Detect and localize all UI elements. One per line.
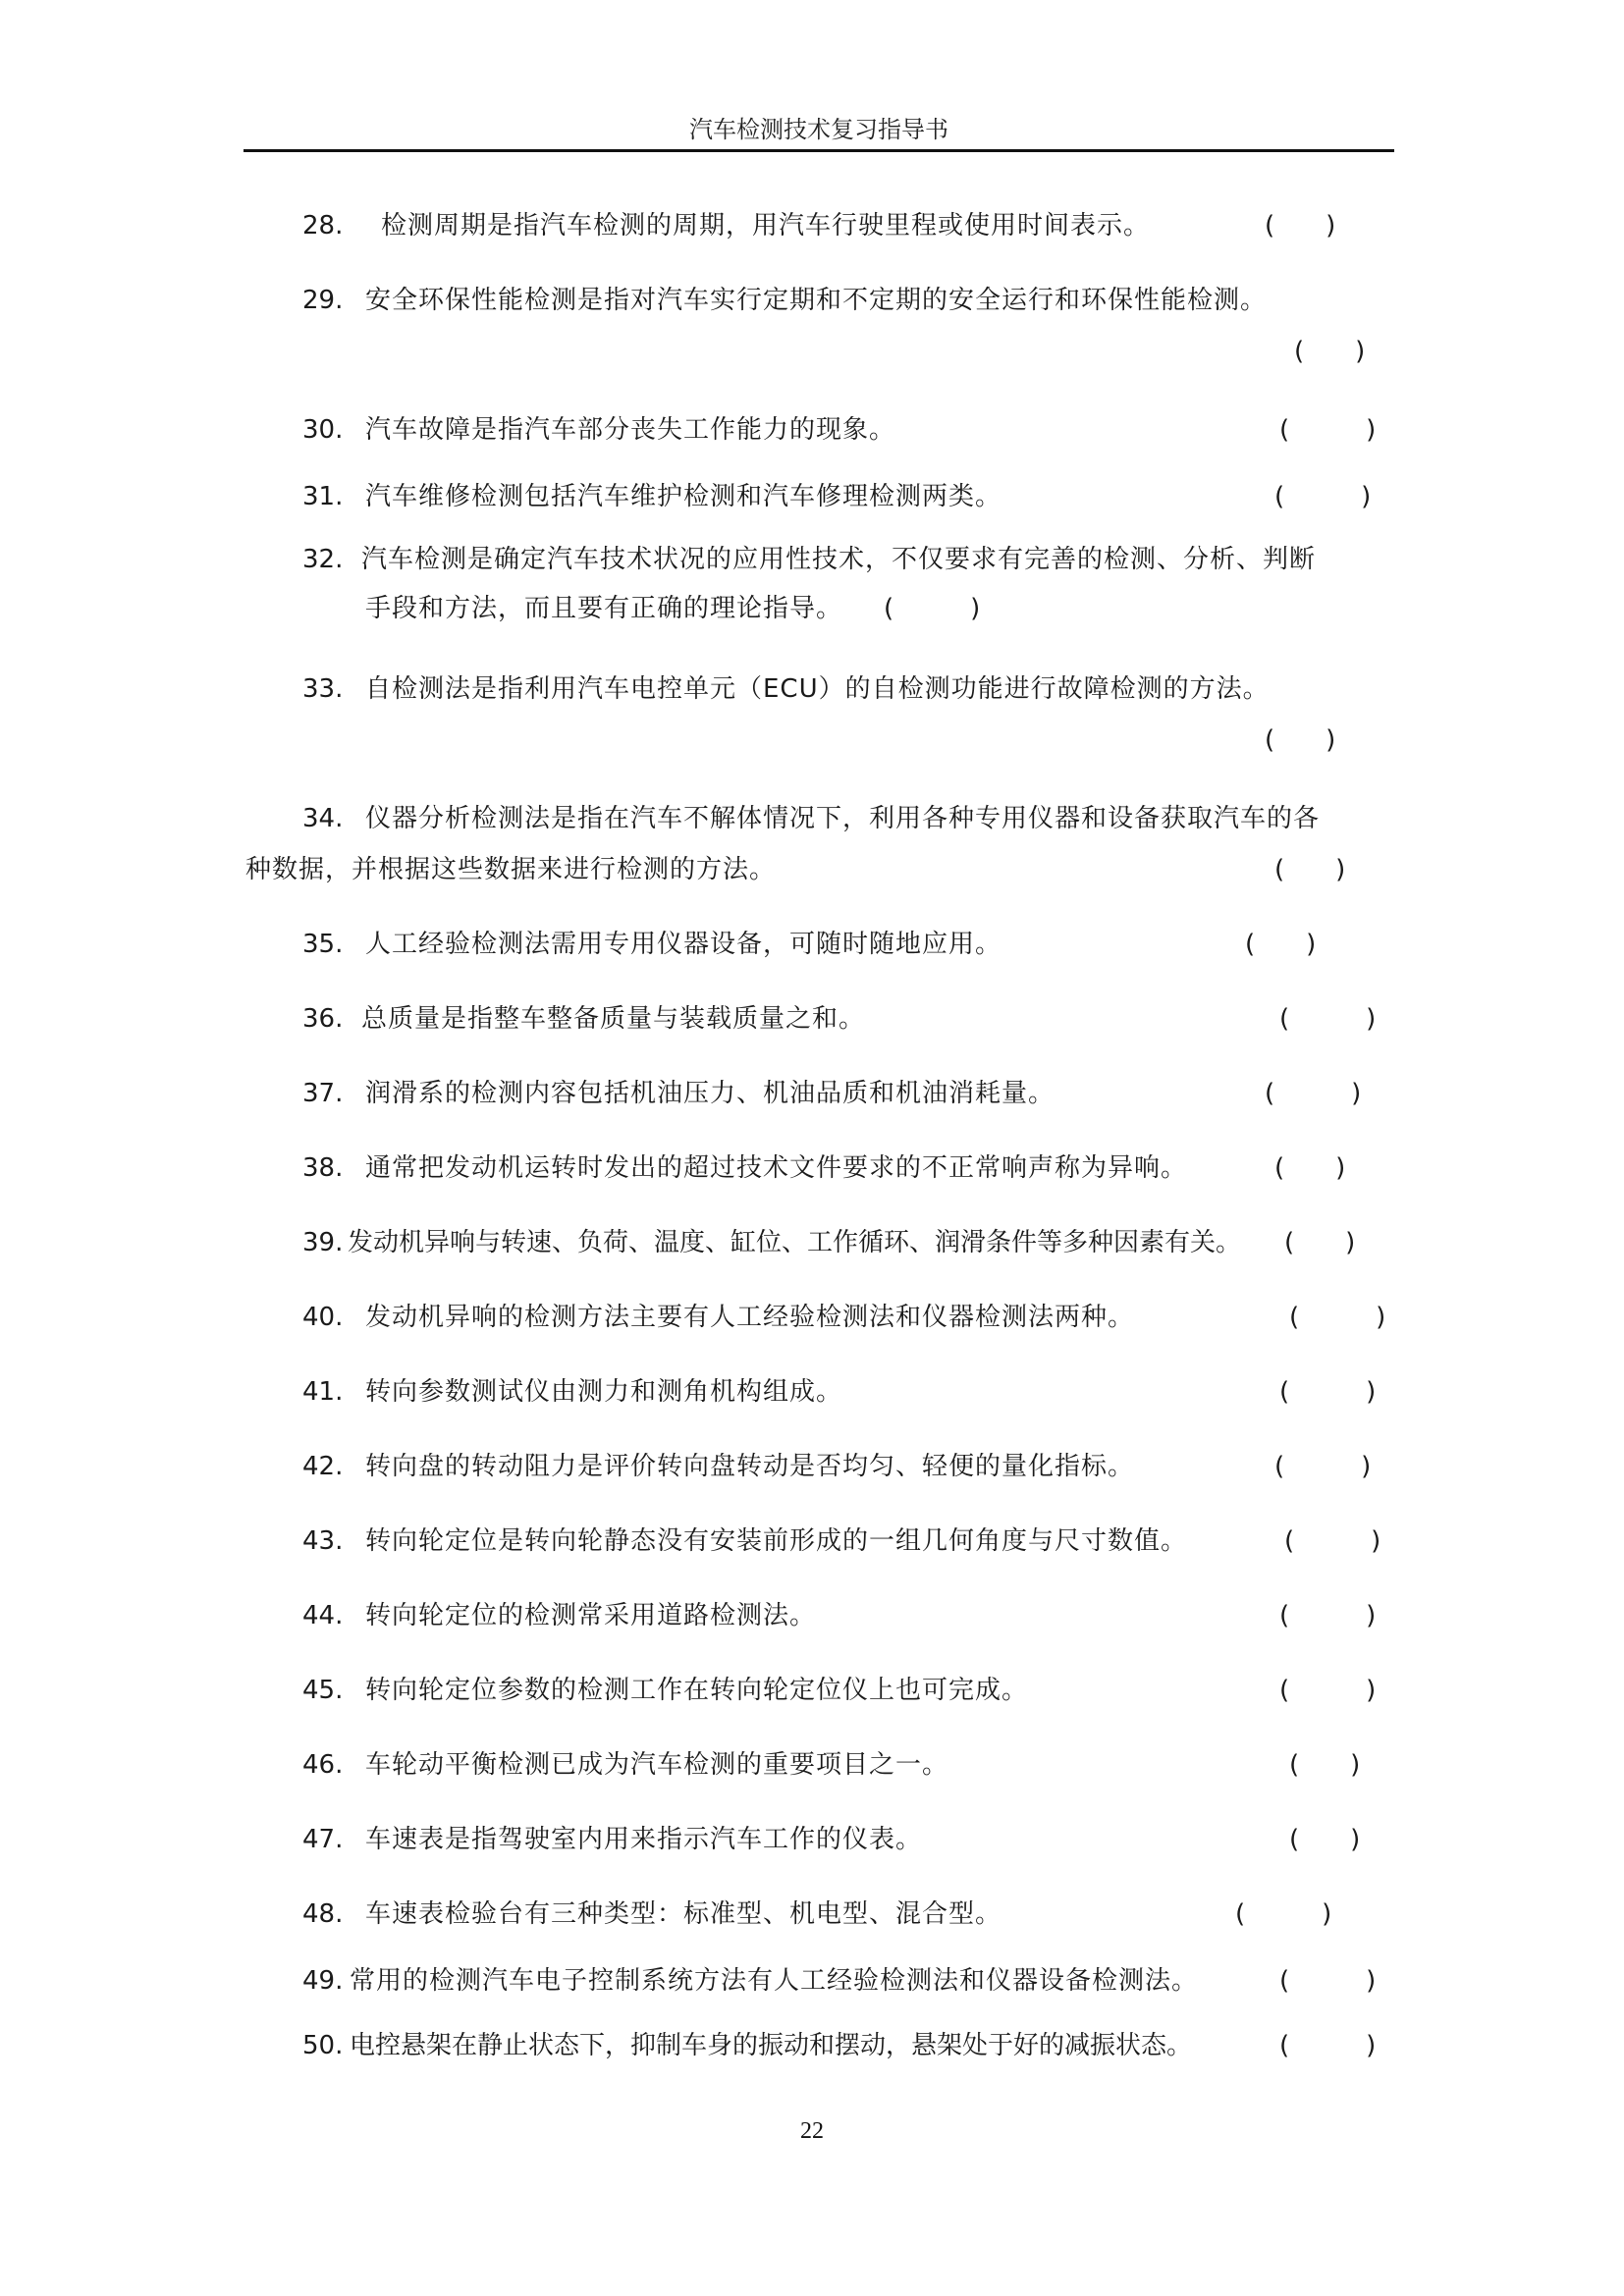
question-number: 48.	[302, 1899, 344, 1929]
answer-blank: ( )	[1274, 1153, 1346, 1183]
question-number: 32.	[302, 545, 344, 574]
question-text: 自检测法是指利用汽车电控单元（ECU）的自检测功能进行故障检测的方法。	[365, 674, 1270, 704]
question-text: 汽车检测是确定汽车技术状况的应用性技术，不仅要求有完善的检测、分析、判断	[361, 545, 1317, 574]
question-number: 40.	[302, 1303, 344, 1332]
question-text: 通常把发动机运转时发出的超过技术文件要求的不正常响声称为异响。	[365, 1153, 1188, 1183]
question-text: 安全环保性能检测是指对汽车实行定期和不定期的安全运行和环保性能检测。	[365, 286, 1268, 315]
question-text: 常用的检测汽车电子控制系统方法有人工经验检测法和仪器设备检测法。	[350, 1966, 1199, 1996]
answer-blank: ( )	[1279, 415, 1377, 445]
answer-blank: ( )	[1289, 1750, 1361, 1780]
answer-blank: ( )	[1274, 855, 1346, 884]
question-number: 44.	[302, 1601, 344, 1630]
question-number: 35.	[302, 930, 344, 959]
question-text: 电控悬架在静止状态下，抑制车身的振动和摆动，悬架处于好的减振状态。	[350, 2031, 1193, 2060]
answer-blank: ( )	[1265, 1079, 1362, 1108]
question-text-continued: 手段和方法，而且要有正确的理论指导。	[365, 594, 843, 623]
question-number: 47.	[302, 1825, 344, 1854]
answer-blank: ( )	[1279, 1377, 1377, 1407]
question-number: 46.	[302, 1750, 344, 1780]
question-text: 转向参数测试仪由测力和测角机构组成。	[365, 1377, 843, 1407]
answer-blank: ( )	[1294, 337, 1366, 366]
answer-blank: ( )	[1284, 1526, 1381, 1556]
page-number: 22	[800, 2118, 824, 2144]
question-text: 汽车维修检测包括汽车维护检测和汽车修理检测两类。	[365, 482, 1002, 511]
header-title: 汽车检测技术复习指导书	[689, 116, 948, 143]
answer-blank: ( )	[1279, 1966, 1377, 1996]
answer-blank: ( )	[1265, 725, 1336, 755]
question-text: 车速表检验台有三种类型：标准型、机电型、混合型。	[365, 1899, 1002, 1929]
question-number: 29.	[302, 286, 344, 315]
question-text: 转向轮定位是转向轮静态没有安装前形成的一组几何角度与尺寸数值。	[365, 1526, 1188, 1556]
question-text: 润滑系的检测内容包括机油压力、机油品质和机油消耗量。	[365, 1079, 1056, 1108]
question-text: 转向盘的转动阻力是评价转向盘转动是否均匀、轻便的量化指标。	[365, 1452, 1135, 1481]
question-text: 检测周期是指汽车检测的周期，用汽车行驶里程或使用时间表示。	[381, 211, 1151, 240]
question-text: 总质量是指整车整备质量与装载质量之和。	[361, 1004, 866, 1034]
question-number: 50.	[302, 2031, 344, 2060]
question-number: 36.	[302, 1004, 344, 1034]
question-number: 37.	[302, 1079, 344, 1108]
question-text: 转向轮定位参数的检测工作在转向轮定位仪上也可完成。	[365, 1676, 1029, 1705]
question-number: 49.	[302, 1966, 344, 1996]
question-text: 发动机异响与转速、负荷、温度、缸位、工作循环、润滑条件等多种因素有关。	[348, 1228, 1242, 1257]
answer-blank: ( )	[1289, 1303, 1386, 1332]
question-number: 34.	[302, 804, 344, 833]
question-text: 仪器分析检测法是指在汽车不解体情况下，利用各种专用仪器和设备获取汽车的各	[365, 804, 1321, 833]
question-number: 45.	[302, 1676, 344, 1705]
question-text: 车速表是指驾驶室内用来指示汽车工作的仪表。	[365, 1825, 923, 1854]
question-text: 转向轮定位的检测常采用道路检测法。	[365, 1601, 817, 1630]
question-number: 38.	[302, 1153, 344, 1183]
question-text-continued: 种数据，并根据这些数据来进行检测的方法。	[245, 855, 777, 884]
answer-blank: ( )	[1279, 1676, 1377, 1705]
answer-blank: ( )	[1265, 211, 1336, 240]
question-text: 人工经验检测法需用专用仪器设备，可随时随地应用。	[365, 930, 1002, 959]
question-number: 30.	[302, 415, 344, 445]
question-number: 31.	[302, 482, 344, 511]
question-text: 车轮动平衡检测已成为汽车检测的重要项目之一。	[365, 1750, 949, 1780]
question-number: 42.	[302, 1452, 344, 1481]
answer-blank: ( )	[1279, 1601, 1377, 1630]
header-rule	[244, 149, 1394, 152]
answer-blank: ( )	[1235, 1899, 1332, 1929]
answer-blank: ( )	[1274, 482, 1372, 511]
question-number: 41.	[302, 1377, 344, 1407]
question-number: 39.	[302, 1228, 344, 1257]
question-number: 28.	[302, 211, 344, 240]
answer-blank: ( )	[1289, 1825, 1361, 1854]
question-text: 发动机异响的检测方法主要有人工经验检测法和仪器检测法两种。	[365, 1303, 1135, 1332]
question-number: 33.	[302, 674, 344, 704]
answer-blank: ( )	[1245, 930, 1317, 959]
answer-blank: ( )	[884, 594, 981, 623]
answer-blank: ( )	[1279, 1004, 1377, 1034]
answer-blank: ( )	[1279, 2031, 1377, 2060]
question-number: 43.	[302, 1526, 344, 1556]
answer-blank: ( )	[1284, 1228, 1356, 1257]
question-text: 汽车故障是指汽车部分丧失工作能力的现象。	[365, 415, 896, 445]
answer-blank: ( )	[1274, 1452, 1372, 1481]
